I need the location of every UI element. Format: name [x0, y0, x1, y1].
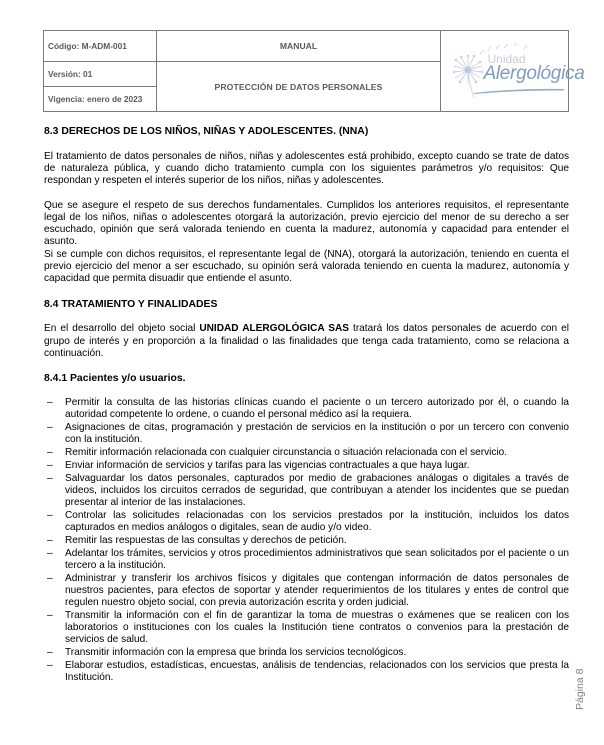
document-version: Versión: 01 [44, 62, 157, 87]
page-number: Página 8 [574, 668, 586, 710]
list-item-text: Transmitir información con la empresa que brinda los servicios tecnológicos. [65, 647, 407, 659]
logo-cell [441, 31, 585, 111]
list-item-text: Permitir la consulta de las historias clínicas cuando el paciente o un tercero autorizado por él, o cuando la autoridad competente lo ordene, o cuando el personal médico así la requiera. [65, 397, 569, 421]
document-code: Código: M-ADM-001 [44, 31, 157, 62]
dash-bullet-icon: – [47, 447, 53, 459]
list-item-text: Remitir información relacionada con cualquier circunstancia o situación relacionada con el servicio. [65, 447, 508, 459]
list-item [44, 460, 569, 472]
logo-swoosh-icon [474, 87, 564, 95]
logo-text-alergologica: Alergológica [483, 63, 585, 84]
list-item-text: Remitir las respuestas de las consultas y derechos de petición. [65, 535, 347, 547]
dash-bullet-icon: – [47, 572, 53, 584]
logo-text-unidad: Unidad [487, 52, 526, 66]
section-8-3-paragraph-1: El tratamiento de datos personales de niños, niñas y adolescentes está prohibido, excepto cuando se trate de datos de naturaleza pública, y cuando dicho tratamiento cumpla con los siguientes parámetros y/o requisitos: Que respondan y respeten el interés superior de los niños, niñas y adolescentes. [44, 150, 569, 187]
document-validity: Vigencia: enero de 2023 [44, 87, 157, 111]
list-item-text: Controlar las solicitudes relacionadas con los servicios prestados por la institución, incluidos los datos capturados en medios análogos o digitales, sean de audio y/o video. [65, 510, 569, 534]
section-8-3-heading: 8.3 DERECHOS DE LOS NIÑOS, NIÑAS Y ADOLESCENTES. (NNA) [44, 126, 369, 137]
dash-bullet-icon: – [47, 422, 53, 434]
list-item [44, 647, 569, 659]
list-item-text: Administrar y transferir los archivos físicos y digitales que contengan información de datos personales de nuestros pacientes, para efectos de soportar y atender requerimientos de los titulares y entes de control que regulen nuestro objeto social, con previa autorización escrita y orden judicial. [65, 572, 569, 609]
dash-bullet-icon: – [47, 397, 53, 409]
document-body [44, 126, 569, 685]
list-item-text: Enviar información de servicios y tarifas para las vigencias contractuales a que haya lugar. [65, 460, 470, 472]
list-item-text: Asignaciones de citas, programación y prestación de servicios en la institución o por un tercero con convenio con la institución. [65, 422, 569, 446]
dash-bullet-icon: – [47, 610, 53, 622]
list-item [44, 510, 569, 534]
section-8-4-heading: 8.4 TRATAMIENTO Y FINALIDADES [44, 298, 218, 310]
document-title: PROTECCIÓN DE DATOS PERSONALES [157, 62, 441, 111]
section-8-3-paragraph-2: Que se asegure el respeto de sus derechos fundamentales. Cumplidos los anteriores requisitos, el representante legal de los niños, niñas o adolescentes otorgará la autorización, previo ejercicio del menor de su derecho a ser escuchado, opinión que será valorada teniendo en cuenta la madurez, autonomía y capacidad para entender el asunto. [44, 199, 569, 248]
purposes-list [44, 397, 569, 684]
dash-bullet-icon: – [47, 535, 53, 547]
list-item [44, 397, 569, 421]
list-item [44, 610, 569, 647]
dash-bullet-icon: – [47, 460, 53, 472]
dash-bullet-icon: – [47, 547, 53, 559]
document-header-table [43, 30, 585, 112]
section-8-3-paragraph-3: Si se cumple con dichos requisitos, el representante legal de (NNA), otorgará la autorización, teniendo en cuenta el previo ejercicio del menor a ser escuchado, su opinión será valorada teniendo en cuenta la madurez, autonomía y capacidad que permita disuadir que entiende el asunto. [44, 248, 569, 285]
dash-bullet-icon: – [47, 472, 53, 484]
paragraph-text: En el desarrollo del objeto social [44, 323, 200, 335]
dash-bullet-icon: – [47, 510, 53, 522]
list-item [44, 535, 569, 547]
company-logo [446, 36, 585, 106]
paragraph-text: tratará los datos personales de acuerdo con el grupo de interés y en proporción a la finalidad o las finalidades que tenga cada tratamiento, como se relaciona a continuación. [44, 323, 570, 359]
list-item [44, 473, 569, 510]
company-name: UNIDAD ALERGOLÓGICA SAS [199, 323, 350, 335]
list-item-text: Adelantar los trámites, servicios y otros procedimientos administrativos que sean solicitados por el paciente o un tercero a la institución. [65, 547, 569, 572]
section-8-4-paragraph [44, 323, 569, 360]
list-item-text: Transmitir la información con el fin de garantizar la toma de muestras o exámenes que se realicen con los laboratorios o instituciones con los cuales la Institución tiene contratos o convenios para la prestación de servicios de salud. [65, 610, 569, 646]
list-item [44, 573, 569, 610]
document-type: MANUAL [157, 31, 441, 62]
list-item [44, 548, 569, 572]
section-8-4-1-heading: 8.4.1 Pacientes y/o usuarios. [44, 372, 186, 384]
list-item [44, 422, 569, 446]
dash-bullet-icon: – [47, 660, 53, 672]
dash-bullet-icon: – [47, 647, 53, 659]
list-item [44, 660, 569, 684]
list-item [44, 447, 569, 459]
list-item-text: Salvaguardar los datos personales, capturados por medio de grabaciones análogas o digitales a través de videos, incluidos los circuitos cerrados de seguridad, que contribuyan a atender los incidentes que se puedan presentar al interior de las instalaciones. [65, 472, 569, 509]
list-item-text: Elaborar estudios, estadísticas, encuestas, análisis de tendencias, relacionados con los servicios que presta la Institución. [65, 660, 569, 684]
